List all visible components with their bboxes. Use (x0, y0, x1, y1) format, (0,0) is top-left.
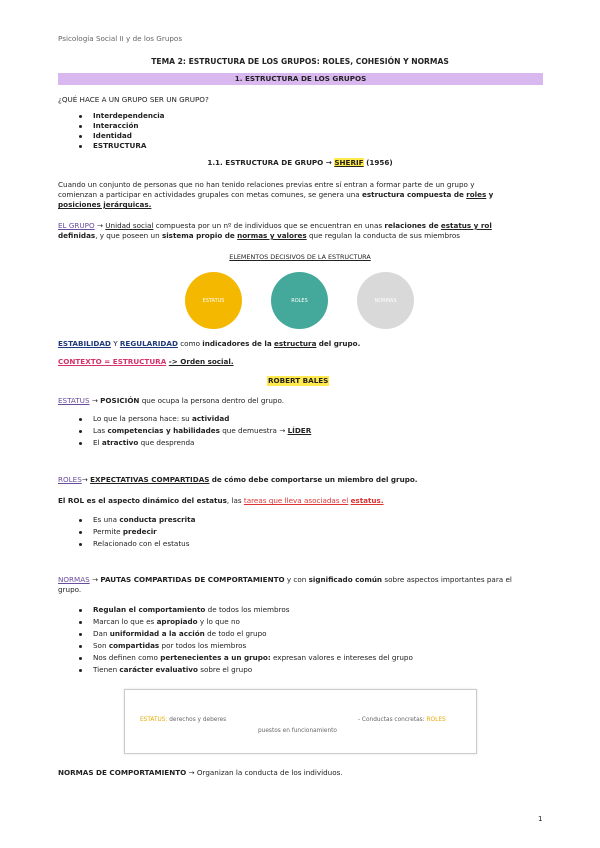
bullet-dot (79, 418, 82, 421)
elements-title: ELEMENTOS DECISIVOS DE LA ESTRUCTURA (229, 253, 371, 261)
list-item: Nos definen como pertenecientes a un grupo: expresan valores e intereses del grupo (93, 653, 413, 662)
list-item: El atractivo que desprenda (93, 438, 195, 447)
bullet-dot (79, 645, 82, 648)
running-header: Psicología Social II y de los Grupos (58, 34, 183, 43)
estatus-line: ESTATUS → POSICIÓN que ocupa la persona dentro del grupo. (58, 396, 285, 405)
list-item: Son compartidas por todos los miembros (93, 641, 247, 650)
list-item: Regulan el comportamiento de todos los miembros (93, 605, 290, 614)
list-item: Relacionado con el estatus (93, 539, 190, 548)
bullet-dot (79, 442, 82, 445)
rol-definition: El ROL es el aspecto dinámico del estatus, las tareas que lleva asociadas el estatus. (58, 496, 384, 505)
bullet-dot (79, 621, 82, 624)
list-item: Tienen carácter evaluativo sobre el grupo (93, 665, 253, 674)
normas-circle: NORMAS (357, 272, 414, 329)
roles-line: ROLES→ EXPECTATIVAS COMPARTIDAS de cómo debe comportarse un miembro del grupo. (58, 475, 418, 484)
list-item: Lo que la persona hace: su actividad (93, 414, 230, 423)
list-item: Marcan lo que es apropiado y lo que no (93, 617, 240, 626)
normas-line: NORMAS → PAUTAS COMPARTIDAS DE COMPORTAMIENTO y con significado común sobre aspectos importantes para el (58, 575, 512, 584)
box-puestos: puestos en funcionamiento (258, 728, 337, 734)
question-heading: ¿QUÉ HACE A UN GRUPO SER UN GRUPO? (58, 95, 209, 104)
section-heading: 1. ESTRUCTURA DE LOS GRUPOS (234, 74, 367, 83)
bullet-dot (79, 135, 82, 138)
bullet-dot (79, 125, 82, 128)
list-item: ESTRUCTURA (93, 141, 147, 150)
robert-bales-heading: ROBERT BALES (268, 376, 329, 385)
bullet-dot (79, 145, 82, 148)
list-item: Interacción (93, 121, 139, 130)
author-highlight: SHERIF (334, 158, 364, 167)
subsection-heading: 1.1. ESTRUCTURA DE GRUPO → SHERIF (1956) (207, 158, 393, 167)
list-item: Dan uniformidad a la acción de todo el grupo (93, 629, 267, 638)
estatus-circle: ESTATUS (185, 272, 242, 329)
list-item: Identidad (93, 131, 132, 140)
paragraph-line: Cuando un conjunto de personas que no han tenido relaciones previas entre sí entran a formar parte de un grupo y (58, 180, 475, 189)
bullet-dot (79, 430, 82, 433)
context-line: CONTEXTO = ESTRUCTURA -> Orden social. (58, 357, 234, 366)
bullet-dot (79, 657, 82, 660)
box-roles: - Conductas concretas: ROLES (358, 717, 446, 723)
bullet-dot (79, 115, 82, 118)
document-title: TEMA 2: ESTRUCTURA DE LOS GRUPOS: ROLES, COHESIÓN Y NORMAS (151, 57, 449, 66)
roles-circle: ROLES (271, 272, 328, 329)
normas-comportamiento: NORMAS DE COMPORTAMIENTO → Organizan la conducta de los individuos. (58, 768, 343, 777)
paragraph-line: comienzan a participar en actividades grupales con metas comunes, se genera una estructura compuesta de roles y (58, 190, 494, 199)
stability-line: ESTABILIDAD Y REGULARIDAD como indicadores de la estructura del grupo. (58, 339, 361, 348)
list-item: Las competencias y habilidades que demuestra → LÍDER (93, 426, 312, 435)
box-estatus: ESTATUS: derechos y deberes (140, 717, 227, 723)
bullet-dot (79, 519, 82, 522)
normas-line-2: grupo. (58, 585, 82, 594)
list-item: Interdependencia (93, 111, 165, 120)
list-item: Permite predecir (93, 527, 157, 536)
page-number: 1 (538, 814, 543, 823)
bullet-dot (79, 543, 82, 546)
group-definition: EL GRUPO → Unidad social compuesta por un nº de individuos que se encuentran en unas relaciones de estatus y rol (58, 221, 492, 230)
bullet-dot (79, 531, 82, 534)
paragraph-line: posiciones jerárquicas. (58, 200, 152, 209)
bullet-dot (79, 609, 82, 612)
group-definition-line2: definidas, y que poseen un sistema propio de normas y valores que regulan la conducta de sus miembros (58, 231, 461, 240)
list-item: Es una conducta prescrita (93, 515, 196, 524)
summary-box (124, 689, 477, 754)
bullet-dot (79, 669, 82, 672)
bullet-dot (79, 633, 82, 636)
